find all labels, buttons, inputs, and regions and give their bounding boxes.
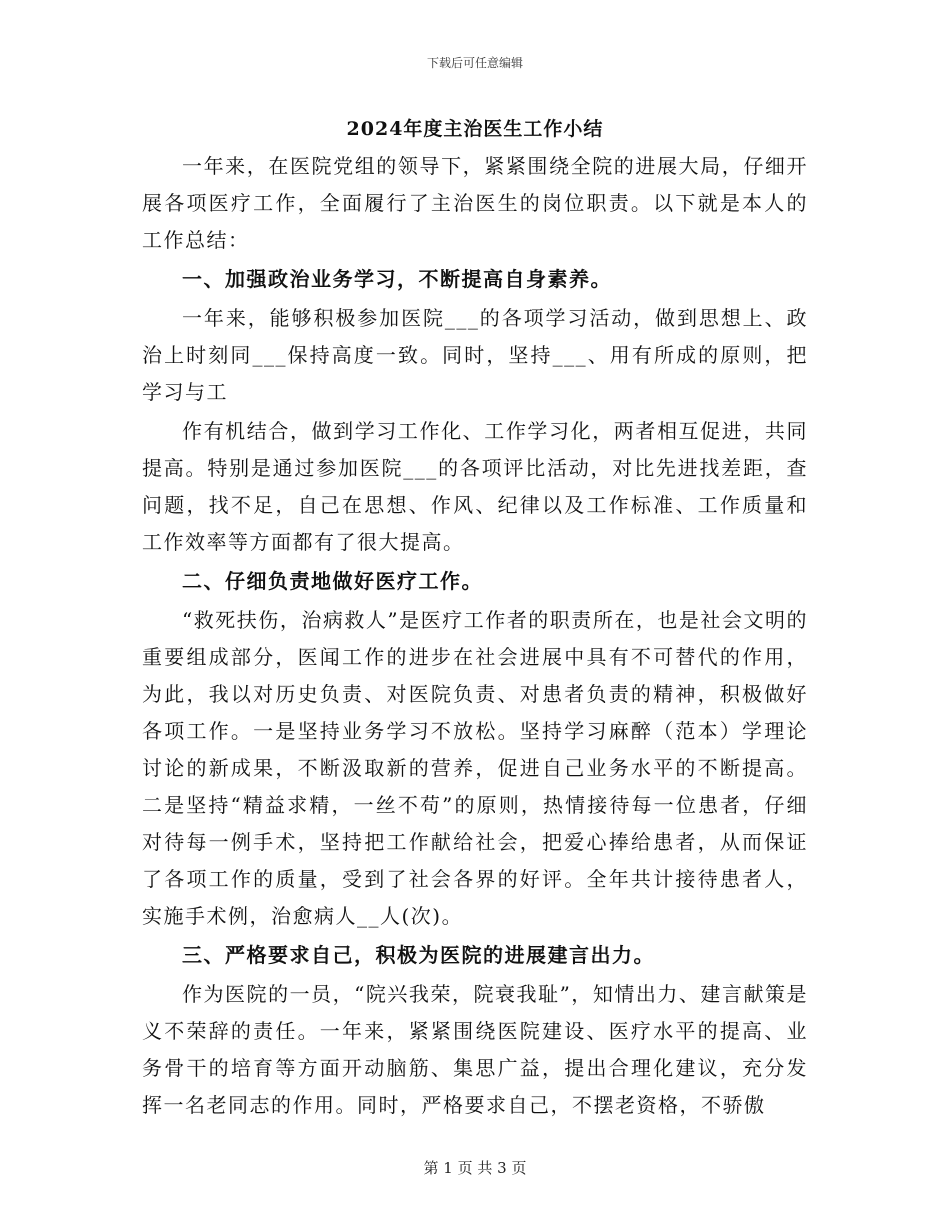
page-number: 第 1 页 共 3 页 (423, 1159, 527, 1177)
section-heading-1: 一、加强政治业务学习，不断提高自身素养。 (182, 267, 612, 291)
section-1-paragraph-2: 作有机结合，做到学习工作化、工作学习化，两者相互促进，共同提高。特别是通过参加医院___的各项评比活动，对比先进找差距，查问题，找不足，自己在思想、作风、纪律以及工作标准、工作质量和工作效率等方面都有了很大提高。 (142, 419, 808, 554)
document-body (142, 148, 808, 1126)
section-heading-2: 二、仔细负责地做好医疗工作。 (182, 569, 483, 593)
section-3-paragraph: 作为医院的一员，“院兴我荣，院衰我耻”，知情出力、建言献策是义不荣辞的责任。一年来，紧紧围绕医院建设、医疗水平的提高、业务骨干的培育等方面开动脑筋、集思广益，提出合理化建议，充分发挥一名老同志的作用。同时，严格要求自己，不摆老资格，不骄傲 (142, 982, 808, 1117)
intro-paragraph: 一年来，在医院党组的领导下，紧紧围绕全院的进展大局，仔细开展各项医疗工作，全面履行了主治医生的岗位职责。以下就是本人的工作总结： (142, 154, 808, 252)
section-1-paragraph-1: 一年来，能够积极参加医院___的各项学习活动，做到思想上、政治上时刻同___保持高度一致。同时，坚持___、用有所成的原则，把学习与工 (142, 306, 808, 404)
section-heading-3: 三、严格要求自己，积极为医院的进展建言出力。 (182, 943, 655, 967)
document-title: 2024年度主治医生工作小结 (346, 118, 604, 140)
page-header-note: 下载后可任意编辑 (426, 56, 523, 70)
section-2-paragraph: “救死扶伤，治病救人”是医疗工作者的职责所在，也是社会文明的重要组成部分，医闻工作的进步在社会进展中具有不可替代的作用，为此，我以对历史负责、对医院负责、对患者负责的精神，积极做好各项工作。一是坚持业务学习不放松。坚持学习麻醉（范本）学理论讨论的新成果，不断汲取新的营养，促进自己业务水平的不断提高。二是坚持“精益求精，一丝不苟”的原则，热情接待每一位患者，仔细对待每一例手术，坚持把工作献给社会，把爱心捧给患者，从而保证了各项工作的质量，受到了社会各界的好评。全年共计接待患者人，实施手术例，治愈病人__人(次)。 (142, 608, 808, 928)
